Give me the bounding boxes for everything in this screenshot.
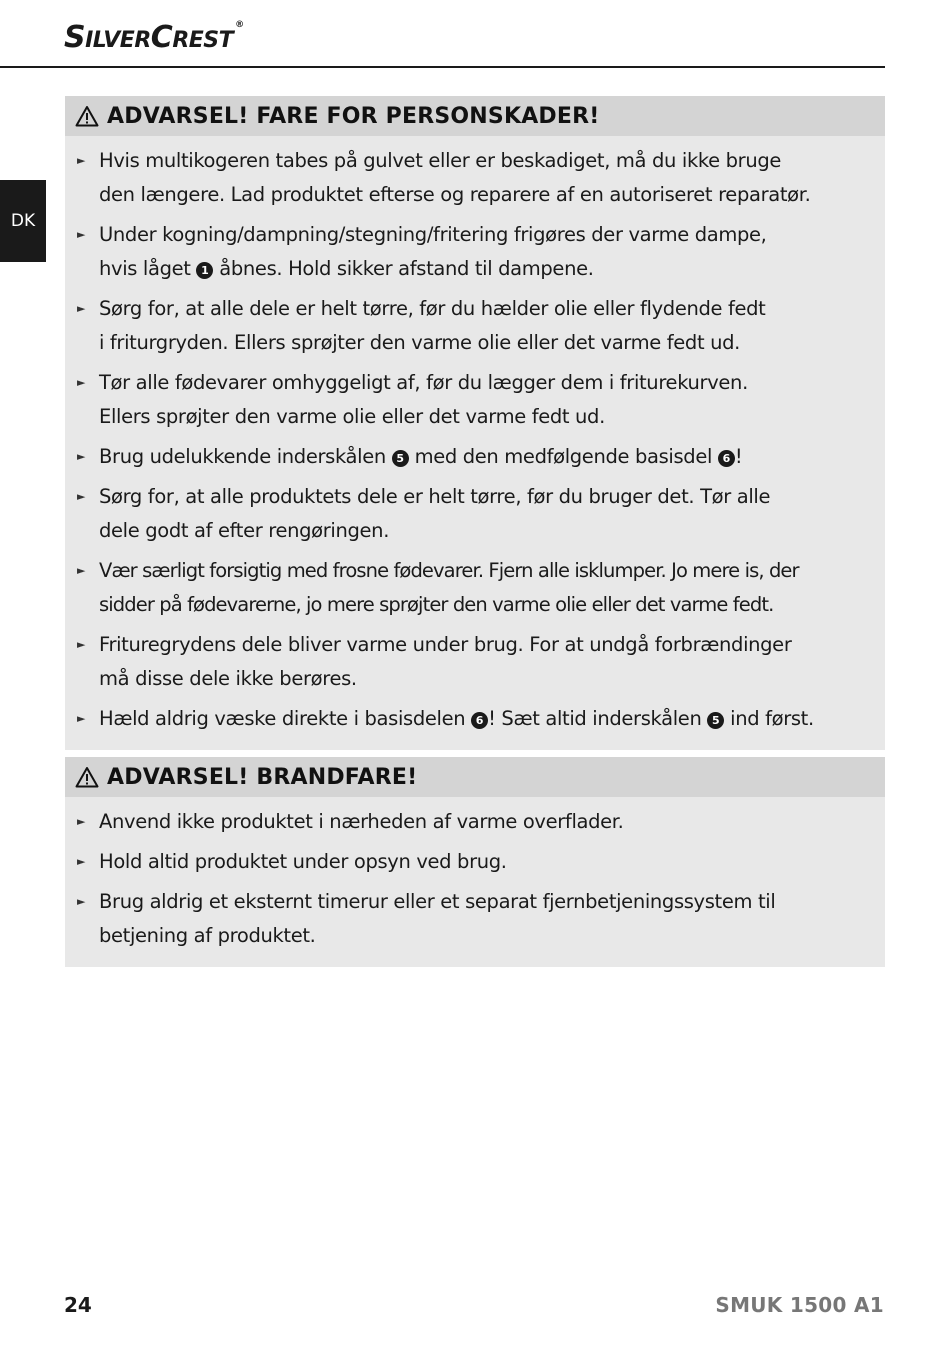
brand-word-rest: REST bbox=[172, 28, 234, 53]
list-item bbox=[77, 805, 875, 839]
brand-word-ilver: ILVER bbox=[85, 28, 151, 53]
header-rule bbox=[0, 66, 885, 68]
warning-triangle-icon bbox=[75, 766, 99, 788]
part-number-badge: 5 bbox=[392, 450, 409, 467]
model-number: SMUK 1500 A1 bbox=[715, 1293, 884, 1317]
list-item bbox=[77, 702, 875, 736]
language-tab: DK bbox=[0, 180, 46, 262]
warning-title-text: ADVARSEL! BRANDFARE! bbox=[107, 764, 418, 790]
warning-box-fire bbox=[65, 757, 885, 967]
bullet-arrow-icon: ► bbox=[77, 638, 86, 651]
list-item bbox=[77, 480, 875, 548]
list-item-text: Under kogning/dampning/stegning/fritering frigøres der varme dampe, hvis låget bbox=[99, 223, 767, 280]
brand-letter-s: S bbox=[64, 20, 86, 55]
list-item bbox=[77, 292, 875, 360]
part-number-badge: 5 bbox=[707, 712, 724, 729]
brand-letter-c: C bbox=[150, 20, 173, 55]
bullet-arrow-icon: ► bbox=[77, 490, 86, 503]
list-item bbox=[77, 554, 875, 622]
bullet-arrow-icon: ► bbox=[77, 895, 86, 908]
part-number-badge: 6 bbox=[718, 450, 735, 467]
list-item-text-mid: med den medfølgende basisdel bbox=[408, 445, 718, 468]
list-item bbox=[77, 144, 875, 212]
list-item bbox=[77, 845, 875, 879]
part-number-badge: 6 bbox=[471, 712, 488, 729]
list-item bbox=[77, 366, 875, 434]
part-number-badge: 1 bbox=[196, 262, 213, 279]
list-item bbox=[77, 440, 875, 474]
list-item-text: Hvis multikogeren tabes på gulvet eller er beskadiget, må du ikke bruge den længere. Lad produktet efterse og reparere af en autoriseret reparatør. bbox=[99, 149, 811, 206]
list-item-text-tail: åbnes. Hold sikker afstand til dampene. bbox=[213, 257, 594, 280]
warning-title bbox=[65, 96, 885, 136]
list-item-text-tail: ind først. bbox=[724, 707, 814, 730]
list-item-text-mid: ! Sæt altid inderskålen bbox=[488, 707, 708, 730]
bullet-arrow-icon: ► bbox=[77, 154, 86, 167]
list-item-text: Brug aldrig et eksternt timerur eller et separat fjernbetjeningssystem til betjening af produktet. bbox=[99, 890, 776, 947]
list-item bbox=[77, 628, 875, 696]
bullet-arrow-icon: ► bbox=[77, 855, 86, 868]
bullet-arrow-icon: ► bbox=[77, 450, 86, 463]
list-item-text: Hold altid produktet under opsyn ved brug. bbox=[99, 850, 507, 873]
warning-list bbox=[65, 136, 885, 750]
list-item-text: Frituregrydens dele bliver varme under brug. For at undgå forbrændinger må disse dele ikke berøres. bbox=[99, 633, 792, 690]
list-item-text: Sørg for, at alle produktets dele er helt tørre, før du bruger det. Tør alle dele godt af efter rengøringen. bbox=[99, 485, 771, 542]
list-item bbox=[77, 218, 875, 286]
list-item-text: Brug udelukkende inderskålen bbox=[99, 445, 386, 468]
bullet-arrow-icon: ► bbox=[77, 376, 86, 389]
list-item bbox=[77, 885, 875, 953]
warning-box-injury bbox=[65, 96, 885, 750]
list-item-text: Sørg for, at alle dele er helt tørre, før du hælder olie eller flydende fedt i friturgryden. Ellers sprøjter den varme olie eller det varme fedt ud. bbox=[99, 297, 766, 354]
warning-list bbox=[65, 797, 885, 967]
warning-title bbox=[65, 757, 885, 797]
bullet-arrow-icon: ► bbox=[77, 228, 86, 241]
bullet-arrow-icon: ► bbox=[77, 712, 86, 725]
registered-mark: ® bbox=[235, 20, 244, 30]
list-item-text: Anvend ikke produktet i nærheden af varme overflader. bbox=[99, 810, 624, 833]
list-item-text: Tør alle fødevarer omhyggeligt af, før du lægger dem i friturekurven. Ellers sprøjter den varme olie eller det varme fedt ud. bbox=[99, 371, 748, 428]
bullet-arrow-icon: ► bbox=[77, 564, 85, 577]
brand-logo bbox=[64, 20, 244, 55]
page-number: 24 bbox=[64, 1293, 92, 1317]
list-item-text: Vær særligt forsigtig med frosne fødevarer. Fjern alle isklumper. Jo mere is, der sidder på fødevarerne, jo mere sprøjter den varme olie eller det varme fedt. bbox=[99, 559, 799, 616]
warning-title-text: ADVARSEL! FARE FOR PERSONSKADER! bbox=[107, 103, 600, 129]
list-item-text-tail: ! bbox=[734, 445, 743, 468]
warning-triangle-icon bbox=[75, 105, 99, 127]
bullet-arrow-icon: ► bbox=[77, 302, 86, 315]
list-item-text: Hæld aldrig væske direkte i basisdelen bbox=[99, 707, 466, 730]
bullet-arrow-icon: ► bbox=[77, 815, 86, 828]
